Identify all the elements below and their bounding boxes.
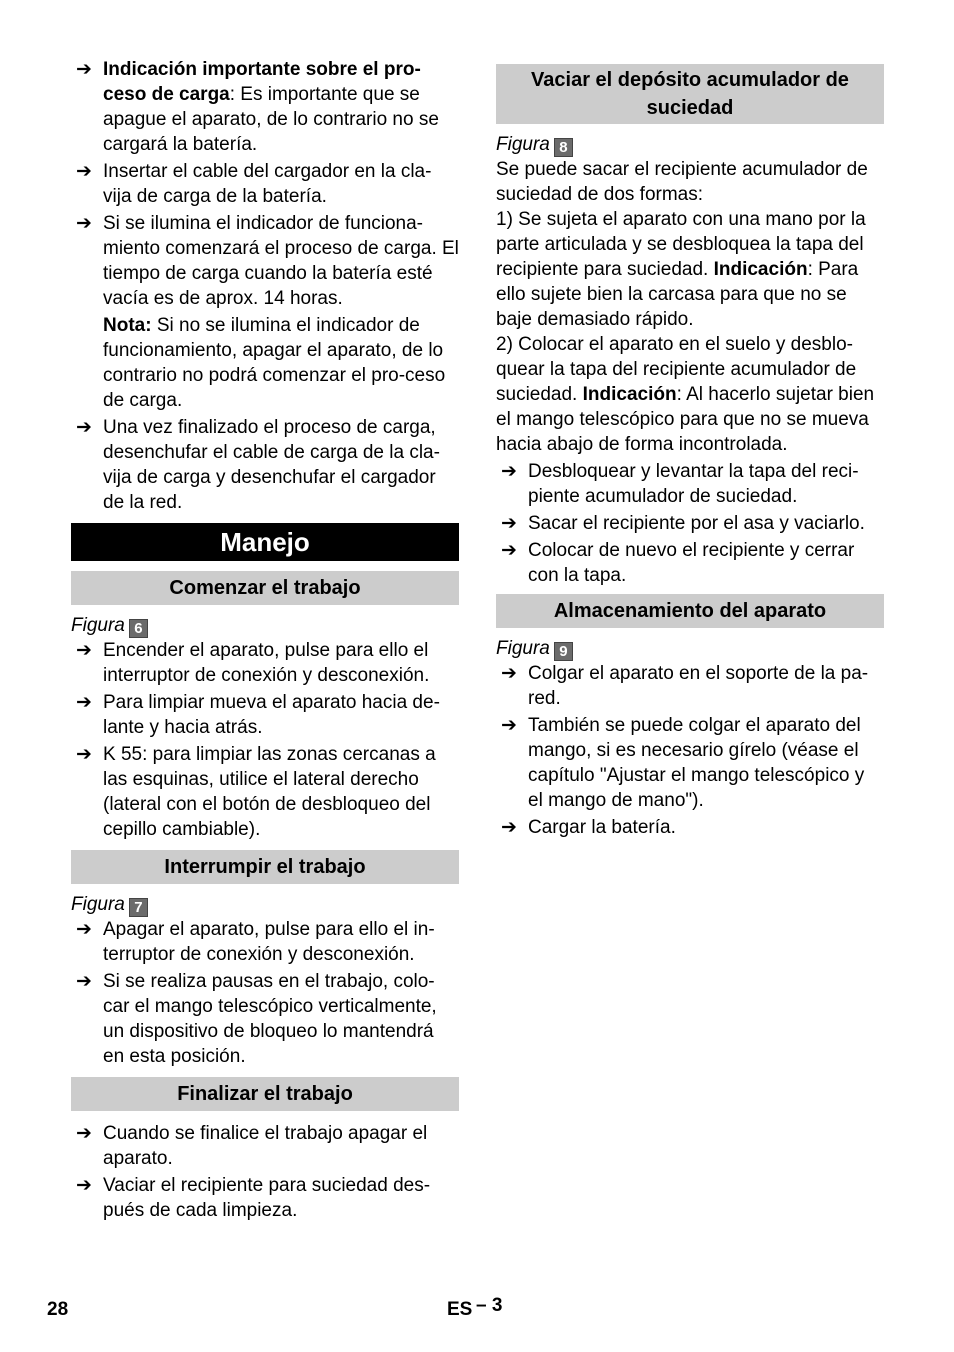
list-item [71, 415, 459, 515]
figure-label: Figura [496, 638, 550, 659]
item-text: Para limpiar mueva el aparato hacia de-lante y hacia atrás. [103, 692, 440, 738]
list-item [71, 1121, 459, 1171]
list-item [496, 538, 884, 588]
item-text: Insertar el cable del cargador en la cla-vija de carga de la batería. [103, 161, 432, 207]
list-item [496, 815, 884, 840]
figure-number-badge: 9 [554, 642, 573, 661]
item-text: Colocar de nuevo el recipiente y cerrar con la tapa. [528, 540, 855, 586]
arrow-right-icon: ➔ [76, 161, 92, 182]
language-code: ES [447, 1299, 473, 1320]
heading-comenzar: Comenzar el trabajo [71, 571, 459, 605]
arrow-right-icon: ➔ [76, 919, 92, 940]
paragraph-text: : Para ello sujete bien la carcasa para que no se baje demasiado rápido. [496, 259, 859, 330]
list-item [496, 713, 884, 813]
list-item [496, 661, 884, 711]
left-column [71, 57, 459, 1225]
figure-number-badge: 7 [129, 898, 148, 917]
list-item [71, 690, 459, 740]
arrow-right-icon: ➔ [76, 213, 92, 234]
list-item [496, 459, 884, 509]
figure-number-badge: 6 [129, 619, 148, 638]
arrow-right-icon: ➔ [76, 692, 92, 713]
heading-vaciar: Vaciar el depósito acumulador de suciedad [496, 64, 884, 124]
arrow-right-icon: ➔ [76, 971, 92, 992]
list-item [71, 211, 459, 311]
paragraph-bold: Indicación [713, 259, 808, 280]
arrow-right-icon: ➔ [501, 461, 517, 482]
arrow-right-icon: ➔ [501, 513, 517, 534]
list-item [71, 969, 459, 1069]
figure-label: Figura [71, 894, 125, 915]
item-text: También se puede colgar el aparato del mango, si es necesario gírelo (véase el capítulo "Ajustar el mango telescópico y el mango de mano"). [528, 715, 865, 811]
paragraph-text: 2) Colocar el aparato en el suelo y desblo-quear la tapa del recipiente acumulador de suciedad. [496, 334, 857, 405]
item-text: Si se realiza pausas en el trabajo, colo-car el mango telescópico verticalmente, un dispositivo de bloqueo lo mantendrá en esta posición. [103, 971, 437, 1067]
paragraph [496, 332, 884, 457]
item-text: Desbloquear y levantar la tapa del reci-piente acumulador de suciedad. [528, 461, 859, 507]
paragraph: Se puede sacar el recipiente acumulador de suciedad de dos formas: [496, 159, 868, 205]
figure-label: Figura [71, 615, 125, 636]
paragraph-text: : Al hacerlo sujetar bien el mango telescópico para que no se mueva hacia abajo de forma incontrolada. [496, 384, 875, 455]
list-item [71, 1173, 459, 1223]
arrow-right-icon: ➔ [76, 417, 92, 438]
heading-almacenamiento: Almacenamiento del aparato [496, 594, 884, 628]
item-text: Apagar el aparato, pulse para ello el in-terruptor de conexión y desconexión. [103, 919, 435, 965]
item-text: Colgar el aparato en el soporte de la pa-red. [528, 663, 869, 709]
arrow-right-icon: ➔ [501, 715, 517, 736]
item-text: Vaciar el recipiente para suciedad des-pués de cada limpieza. [103, 1175, 431, 1221]
item-text: Cargar la batería. [528, 817, 676, 838]
arrow-right-icon: ➔ [76, 640, 92, 661]
right-column [496, 64, 884, 842]
item-text: Una vez finalizado el proceso de carga, desenchufar el cable de carga de la cla-vija de carga y desenchufar el cargador de la red. [103, 417, 440, 513]
list-item [71, 57, 459, 157]
item-text: K 55: para limpiar las zonas cercanas a las esquinas, utilice el lateral derecho (lateral con el botón de desbloqueo del cepillo cambiable). [103, 744, 436, 840]
note-paragraph [71, 313, 459, 413]
figure-reference [496, 636, 884, 661]
figure-label: Figura [496, 134, 550, 155]
item-text: Sacar el recipiente por el asa y vaciarlo. [528, 513, 865, 534]
figure-reference [71, 892, 459, 917]
heading-finalizar: Finalizar el trabajo [71, 1077, 459, 1111]
item-text: Si se ilumina el indicador de funciona-miento comenzará el proceso de carga. El tiempo de carga cuando la batería esté vacía es de aprox. 14 horas. [103, 213, 459, 309]
paragraph [496, 207, 884, 332]
arrow-right-icon: ➔ [76, 744, 92, 765]
paragraph-text: 1) Se sujeta el aparato con una mano por la parte articulada y se desbloquea la tapa del recipiente para suciedad. [496, 209, 866, 280]
note-label: Nota: [103, 315, 152, 336]
item-text: : Es importante que se apague el aparato, de lo contrario no se cargará la batería. [103, 84, 439, 155]
figure-reference [71, 613, 459, 638]
paragraph-bold: Indicación [582, 384, 677, 405]
arrow-right-icon: ➔ [76, 59, 92, 80]
list-item [71, 638, 459, 688]
item-bold: Indicación importante sobre el pro-ceso de carga [103, 59, 421, 105]
item-text: Cuando se finalice el trabajo apagar el aparato. [103, 1123, 428, 1169]
arrow-right-icon: ➔ [76, 1175, 92, 1196]
sub-page-number: – 3 [476, 1295, 503, 1316]
page-number: 28 [47, 1299, 69, 1320]
figure-reference [496, 132, 884, 157]
arrow-right-icon: ➔ [501, 817, 517, 838]
arrow-right-icon: ➔ [76, 1123, 92, 1144]
figure-number-badge: 8 [554, 138, 573, 157]
list-item [71, 159, 459, 209]
section-title-manejo: Manejo [71, 523, 459, 561]
heading-interrumpir: Interrumpir el trabajo [71, 850, 459, 884]
arrow-right-icon: ➔ [501, 663, 517, 684]
note-text: Si no se ilumina el indicador de funcionamiento, apagar el aparato, de lo contrario no podrá comenzar el pro-ceso de carga. [103, 315, 446, 411]
list-item [496, 511, 884, 536]
list-item [71, 917, 459, 967]
list-item [71, 742, 459, 842]
arrow-right-icon: ➔ [501, 540, 517, 561]
item-text: Encender el aparato, pulse para ello el interruptor de conexión y desconexión. [103, 640, 430, 686]
